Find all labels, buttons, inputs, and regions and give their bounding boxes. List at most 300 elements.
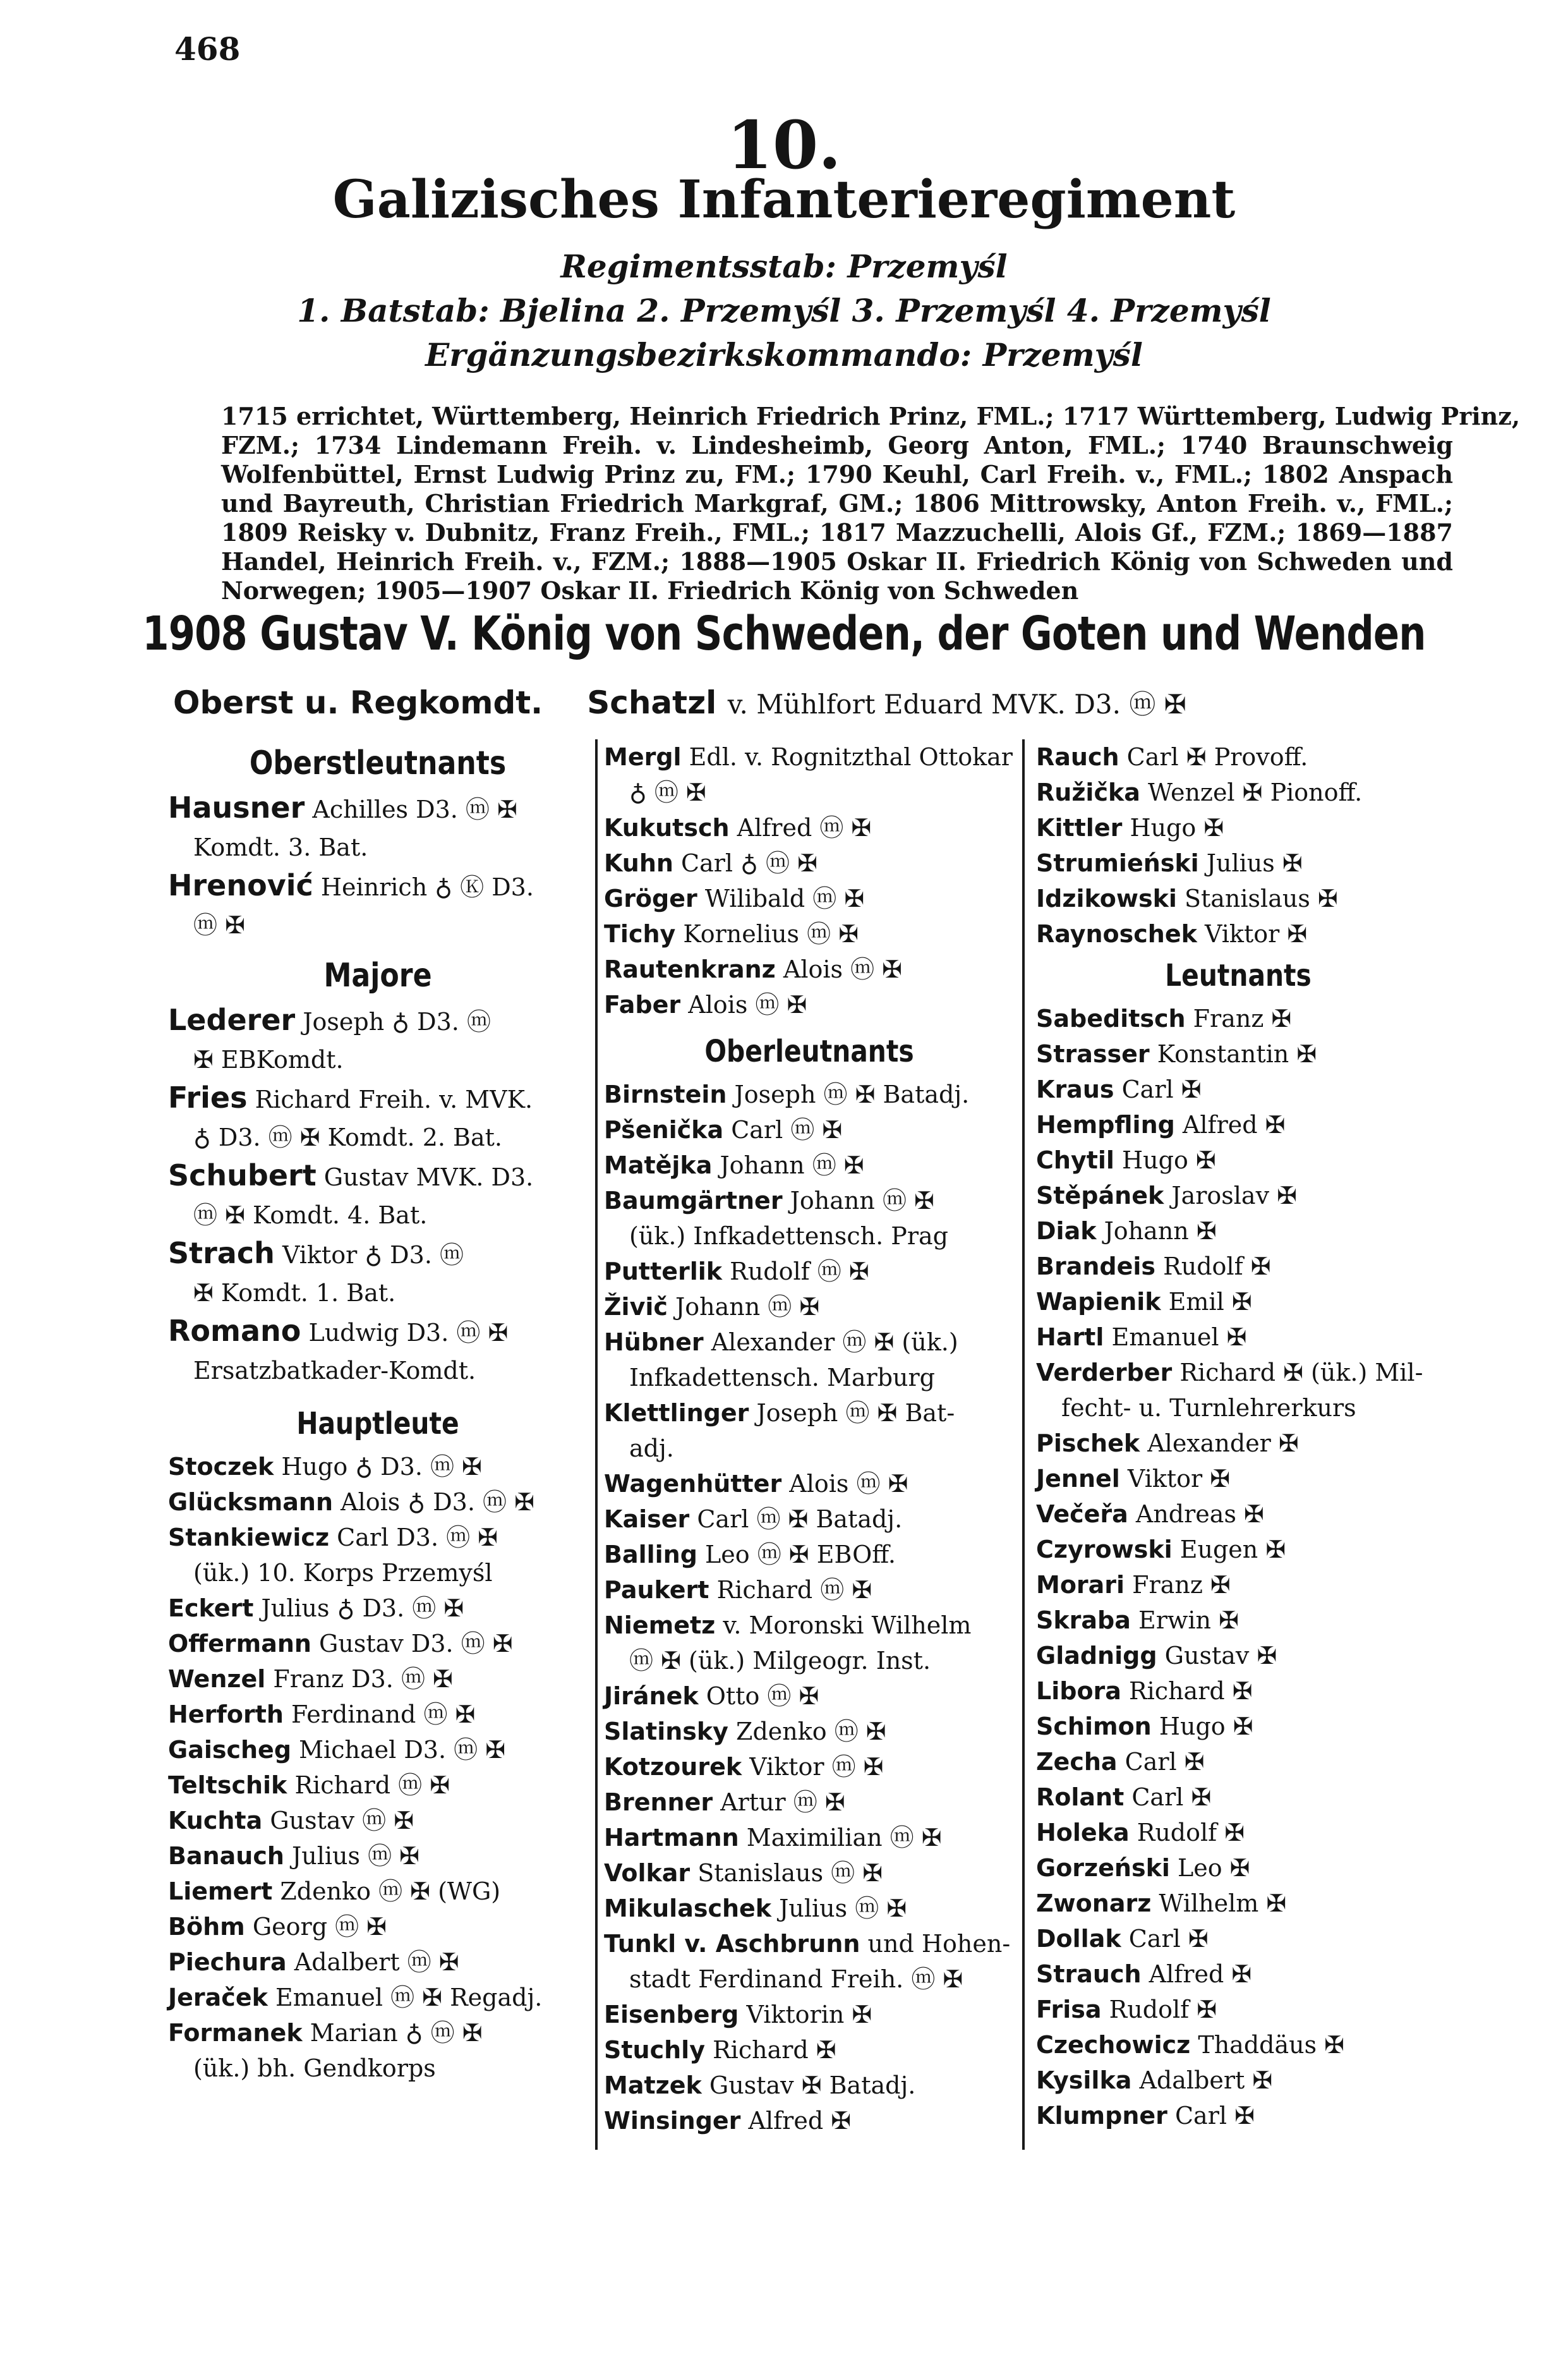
person-details: Konstantin ✠ <box>1157 1040 1317 1068</box>
person-surname: Kraus <box>1036 1076 1114 1103</box>
person-surname: Diak <box>1036 1217 1097 1245</box>
person-details: Carl ♁ ⓜ ✠ <box>681 849 817 877</box>
personnel-entry <box>1036 1603 1440 1638</box>
person-details: Emil ✠ <box>1168 1288 1252 1316</box>
entry-continuation <box>168 1274 588 1312</box>
person-details: Alois ⓜ ✠ <box>783 955 903 983</box>
person-details: Ferdinand ⓜ ✠ <box>291 1700 476 1728</box>
person-details: Carl ⓜ ✠ <box>731 1116 843 1144</box>
personnel-entry <box>604 1501 1015 1537</box>
section-heading-hauptleute: Hauptleute <box>296 1406 459 1441</box>
person-surname: Niemetz <box>604 1611 716 1639</box>
personnel-entry <box>168 1661 588 1697</box>
person-details: Wilhelm ✠ <box>1159 1889 1287 1917</box>
person-details: Heinrich ♁ Ⓚ D3. <box>320 873 534 901</box>
history-line: 1715 errichtet, Württemberg, Heinrich Friedrich Prinz, FML.; 1717 Württemberg, Ludwig Prinz, <box>221 402 1521 430</box>
entry-continuation <box>168 828 588 866</box>
person-surname: Baumgärtner <box>604 1187 783 1215</box>
person-surname: Slatinsky <box>604 1718 728 1745</box>
personnel-entry <box>604 1785 1015 1820</box>
person-surname: Zwonarz <box>1036 1889 1152 1917</box>
person-details: Hugo ♁ D3. ⓜ ✠ <box>281 1453 482 1481</box>
personnel-entry <box>168 866 588 906</box>
person-surname: Lederer <box>168 1003 296 1037</box>
person-details: Johann ✠ <box>1104 1217 1217 1245</box>
personnel-entry <box>1036 2098 1440 2133</box>
person-surname: Eisenberg <box>604 2001 739 2028</box>
person-surname: Strach <box>168 1236 275 1270</box>
entry-continuation <box>604 1643 1015 1678</box>
person-surname: Schubert <box>168 1158 317 1192</box>
person-details: Stanislaus ⓜ ✠ <box>697 1859 883 1887</box>
personnel-entry <box>604 1608 1015 1643</box>
personnel-entry <box>604 952 1015 987</box>
person-surname: Hartl <box>1036 1323 1104 1351</box>
personnel-entry <box>604 1324 1015 1360</box>
person-surname: Czyrowski <box>1036 1536 1173 1563</box>
personnel-entry <box>168 1520 588 1555</box>
person-details: Alois ⓜ ✠ <box>789 1470 908 1498</box>
person-surname: Kysilka <box>1036 2066 1132 2094</box>
personnel-entry <box>1036 1815 1440 1850</box>
person-details: Wenzel ✠ Pionoff. <box>1148 779 1363 806</box>
personnel-entry <box>604 1148 1015 1183</box>
section-heading-oberleutnants: Oberleutnants <box>704 1034 914 1069</box>
person-details: Wilibald ⓜ ✠ <box>704 885 865 912</box>
person-surname: Hempfling <box>1036 1111 1175 1139</box>
person-details: Alfred ✠ <box>1182 1111 1286 1139</box>
personnel-entry <box>1036 1001 1440 1036</box>
history-line: und Bayreuth, Christian Friedrich Markgraf, GM.; 1806 Mittrowsky, Anton Freih. v., FML.; <box>221 489 1453 518</box>
personnel-entry <box>1036 1567 1440 1603</box>
personnel-entry <box>1036 739 1440 775</box>
entry-continuation <box>168 1041 588 1079</box>
person-details: Alexander ⓜ ✠ (ük.) <box>711 1328 958 1356</box>
person-surname: Winsinger <box>604 2107 741 2135</box>
person-surname: Strauch <box>1036 1960 1142 1988</box>
person-surname: Volkar <box>604 1859 691 1887</box>
column-1 <box>168 739 588 2086</box>
personnel-entry <box>168 1234 588 1274</box>
personnel-entry <box>1036 881 1440 916</box>
person-surname: Tichy <box>604 920 676 948</box>
person-surname: Jeraček <box>168 1984 268 2011</box>
person-surname: Putterlik <box>604 1258 723 1285</box>
personnel-entry <box>1036 1673 1440 1709</box>
regiment-name: Galizisches Infanterieregiment <box>332 169 1236 230</box>
person-surname: Holeka <box>1036 1819 1130 1846</box>
personnel-entry <box>168 1980 588 2015</box>
person-details: Gustav ✠ Batadj. <box>709 2071 916 2099</box>
personnel-entry <box>1036 1461 1440 1496</box>
personnel-entry <box>168 1732 588 1767</box>
page-number: 468 <box>174 30 241 68</box>
entry-continuation <box>168 1118 588 1156</box>
person-surname: Matějka <box>604 1151 713 1179</box>
person-details: Stanislaus ✠ <box>1184 885 1338 912</box>
person-surname: Schimon <box>1036 1712 1152 1740</box>
person-details: Julius ⓜ ✠ <box>779 1894 907 1922</box>
personnel-entry <box>1036 1779 1440 1815</box>
person-surname: Živič <box>604 1293 668 1321</box>
entry-continuation-text: ⓜ ✠ (ük.) Milgeogr. Inst. <box>629 1647 931 1675</box>
person-details: Rudolf ✠ <box>1137 1819 1245 1846</box>
personnel-entry <box>604 1749 1015 1785</box>
entry-continuation-text: stadt Ferdinand Freih. ⓜ ✠ <box>629 1965 963 1993</box>
person-surname: Večeřa <box>1036 1500 1128 1528</box>
regiment-number: 10. <box>727 106 841 184</box>
person-details: Carl ✠ <box>1174 2102 1255 2130</box>
personnel-entry <box>1036 1744 1440 1779</box>
person-surname: Strumieński <box>1036 849 1199 877</box>
person-details: Zdenko ⓜ ✠ <box>736 1718 886 1745</box>
person-surname: Teltschik <box>168 1771 287 1799</box>
person-details: Viktor ✠ <box>1127 1465 1231 1493</box>
battalions-line: 1. Batstab: Bjelina 2. Przemyśl 3. Przemyśl 4. Przemyśl <box>297 292 1271 329</box>
history-line: FZM.; 1734 Lindemann Freih. v. Lindesheimb, Georg Anton, FML.; 1740 Braunschweig <box>221 431 1453 459</box>
personnel-entry <box>1036 1709 1440 1744</box>
entry-continuation <box>604 1431 1015 1466</box>
personnel-entry <box>604 1112 1015 1148</box>
entry-continuation-text: Ersatzbatkader-Komdt. <box>193 1357 476 1385</box>
column-3 <box>1036 739 1440 2133</box>
column-2 <box>604 739 1015 2138</box>
personnel-entry <box>604 1183 1015 1218</box>
oberst-line <box>173 684 1186 722</box>
person-details: Viktorin ✠ <box>746 2001 872 2028</box>
person-details: Leo ✠ <box>1178 1854 1250 1882</box>
personnel-entry <box>168 1312 588 1352</box>
personnel-entry <box>1036 1072 1440 1107</box>
personnel-entry <box>604 1466 1015 1501</box>
person-details: Maximilian ⓜ ✠ <box>746 1824 942 1852</box>
personnel-entry <box>1036 775 1440 810</box>
person-details: Richard ⓜ ✠ <box>294 1771 450 1799</box>
person-surname: Banauch <box>168 1842 284 1870</box>
person-details: Franz D3. ⓜ ✠ <box>273 1665 453 1693</box>
personnel-entry <box>1036 2027 1440 2063</box>
person-details: Julius ✠ <box>1206 849 1303 877</box>
person-surname: Kuchta <box>168 1807 263 1834</box>
person-surname: Raynoschek <box>1036 920 1197 948</box>
person-surname: Brenner <box>604 1788 713 1816</box>
person-details: Erwin ✠ <box>1138 1606 1239 1634</box>
entry-continuation-text: ✠ Komdt. 1. Bat. <box>193 1279 396 1307</box>
personnel-entry <box>1036 846 1440 881</box>
person-surname: Pischek <box>1036 1429 1140 1457</box>
person-details: Joseph ⓜ ✠ Bat- <box>756 1399 955 1427</box>
person-surname: Matzek <box>604 2071 702 2099</box>
person-surname: Eckert <box>168 1594 254 1622</box>
personnel-entry <box>604 1820 1015 1855</box>
person-surname: Herforth <box>168 1700 284 1728</box>
entry-continuation <box>168 1196 588 1234</box>
personnel-entry <box>1036 1921 1440 1956</box>
personnel-entry <box>604 881 1015 916</box>
person-details: Richard ✠ <box>1129 1677 1253 1705</box>
person-details: Achilles D3. ⓜ ✠ <box>312 796 517 823</box>
person-surname: Hausner <box>168 791 305 825</box>
person-surname: Romano <box>168 1314 301 1348</box>
personnel-entry <box>1036 1143 1440 1178</box>
person-surname: Sabeditsch <box>1036 1005 1186 1033</box>
person-details: Emanuel ✠ <box>1111 1323 1247 1351</box>
person-details: Richard ⓜ ✠ <box>716 1576 872 1604</box>
person-surname: Zecha <box>1036 1748 1118 1776</box>
person-details: Ludwig D3. ⓜ ✠ <box>308 1319 509 1347</box>
person-details: Marian ♁ ⓜ ✠ <box>310 2019 483 2047</box>
personnel-entry <box>168 1909 588 1944</box>
person-surname: Libora <box>1036 1677 1121 1705</box>
person-surname: Wagenhütter <box>604 1470 782 1498</box>
personnel-entry <box>604 1537 1015 1572</box>
person-details: Zdenko ⓜ ✠ (WG) <box>280 1877 501 1905</box>
entry-continuation-text: Komdt. 3. Bat. <box>193 833 368 861</box>
person-surname: Tunkl v. Aschbrunn <box>604 1930 860 1958</box>
person-details: Joseph ♁ D3. ⓜ <box>303 1008 491 1036</box>
person-details: Hugo ✠ <box>1130 814 1224 842</box>
personnel-entry <box>604 1395 1015 1431</box>
personnel-entry <box>1036 1426 1440 1461</box>
entry-continuation <box>1036 1390 1440 1426</box>
person-surname: Ružička <box>1036 779 1140 806</box>
person-surname: Skraba <box>1036 1606 1131 1634</box>
section-heading-oberstleutnants: Oberstleutnants <box>249 744 507 782</box>
personnel-entry <box>604 916 1015 952</box>
personnel-entry <box>604 1254 1015 1289</box>
person-details: Gustav D3. ⓜ ✠ <box>319 1630 513 1658</box>
person-details: Alois ⓜ ✠ <box>688 991 807 1019</box>
person-details: Johann ⓜ ✠ <box>790 1187 934 1215</box>
person-details: Alexander ✠ <box>1147 1429 1299 1457</box>
personnel-entry <box>168 789 588 828</box>
personnel-entry <box>1036 1886 1440 1921</box>
oberst-title: Oberst u. Regkomdt. <box>173 684 543 721</box>
person-details: Emanuel ⓜ ✠ Regadj. <box>275 1984 543 2011</box>
personnel-entry <box>168 1874 588 1909</box>
history-line: 1809 Reisky v. Dubnitz, Franz Freih., FML.; 1817 Mazzuchelli, Alois Gf., FZM.; 1869—1887 <box>221 518 1453 547</box>
person-surname: Faber <box>604 991 681 1019</box>
personnel-entry <box>1036 1956 1440 1992</box>
entry-continuation-text: ♁ ⓜ ✠ <box>629 779 706 806</box>
person-details: Gustav ⓜ ✠ <box>270 1807 414 1834</box>
personnel-entry <box>1036 1992 1440 2027</box>
personnel-entry <box>604 2068 1015 2103</box>
person-surname: Gladnigg <box>1036 1642 1157 1670</box>
entry-continuation-text: adj. <box>629 1434 674 1462</box>
personnel-entry <box>168 1626 588 1661</box>
history-line: Wolfenbüttel, Ernst Ludwig Prinz zu, FM.; 1790 Keuhl, Carl Freih. v., FML.; 1802 Anspach <box>221 460 1453 488</box>
person-details: Franz ✠ <box>1193 1005 1292 1033</box>
person-details: Rudolf ✠ <box>1163 1252 1271 1280</box>
person-surname: Wapienik <box>1036 1288 1161 1316</box>
person-details: Joseph ⓜ ✠ Batadj. <box>734 1081 970 1108</box>
person-surname: Liemert <box>168 1877 273 1905</box>
personnel-entry <box>1036 1036 1440 1072</box>
personnel-entry <box>604 1077 1015 1112</box>
person-details: Alfred ⓜ ✠ <box>737 814 872 842</box>
person-surname: Kukutsch <box>604 814 730 842</box>
person-surname: Birnstein <box>604 1081 727 1108</box>
person-details: und Hohen- <box>867 1930 1011 1958</box>
person-surname: Hrenović <box>168 868 313 902</box>
column-divider-right <box>1022 739 1025 2150</box>
personnel-entry <box>1036 1319 1440 1355</box>
person-surname: Glücksmann <box>168 1488 334 1516</box>
person-details: Georg ⓜ ✠ <box>252 1913 387 1941</box>
entry-continuation <box>168 1555 588 1591</box>
personnel-entry <box>604 1926 1015 1961</box>
entry-continuation-text: Infkadettensch. Marburg <box>629 1364 935 1391</box>
person-surname: Stuchly <box>604 2036 705 2064</box>
ergaenzung-line: Ergänzungsbezirkskommando: Przemyśl <box>425 336 1143 373</box>
person-details: Eugen ✠ <box>1179 1536 1286 1563</box>
person-details: Alfred ✠ <box>1149 1960 1252 1988</box>
person-details: Carl ✠ <box>1121 1076 1202 1103</box>
personnel-entry <box>1036 1496 1440 1532</box>
person-surname: Kuhn <box>604 849 673 877</box>
personnel-entry <box>604 2103 1015 2138</box>
personnel-entry <box>604 739 1015 775</box>
person-surname: Dollak <box>1036 1925 1121 1953</box>
personnel-entry <box>604 1855 1015 1891</box>
person-details: Jaroslav ✠ <box>1171 1182 1297 1209</box>
person-details: Alfred ✠ <box>748 2107 852 2135</box>
person-surname: Paukert <box>604 1576 709 1604</box>
inhaber-line: 1908 Gustav V. König von Schweden, der Goten und Wenden <box>142 607 1426 661</box>
person-details: Richard ✠ <box>713 2036 836 2064</box>
person-surname: Rauch <box>1036 743 1119 771</box>
personnel-entry <box>168 1838 588 1874</box>
entry-continuation-text: ♁ D3. ⓜ ✠ Komdt. 2. Bat. <box>193 1124 502 1151</box>
entry-continuation <box>604 1218 1015 1254</box>
person-surname: Hübner <box>604 1328 704 1356</box>
personnel-entry <box>168 2015 588 2051</box>
person-surname: Stankiewicz <box>168 1524 330 1551</box>
section-heading-majore: Majore <box>323 957 432 995</box>
personnel-entry <box>1036 1178 1440 1213</box>
person-surname: Pšenička <box>604 1116 724 1144</box>
person-surname: Idzikowski <box>1036 885 1177 912</box>
person-details: Kornelius ⓜ ✠ <box>683 920 859 948</box>
personnel-entry <box>1036 916 1440 952</box>
person-surname: Rolant <box>1036 1783 1125 1811</box>
person-details: Alois ♁ D3. ⓜ ✠ <box>341 1488 534 1516</box>
person-surname: Offermann <box>168 1630 311 1658</box>
personnel-entry <box>604 2032 1015 2068</box>
personnel-entry <box>1036 1107 1440 1143</box>
person-surname: Böhm <box>168 1913 245 1941</box>
personnel-entry <box>168 1944 588 1980</box>
entry-continuation-text: ✠ EBKomdt. <box>193 1046 344 1074</box>
entry-continuation <box>604 1961 1015 1997</box>
personnel-entry <box>1036 1355 1440 1390</box>
person-details: Carl ✠ <box>1131 1783 1212 1811</box>
person-surname: Verderber <box>1036 1359 1173 1386</box>
personnel-entry <box>168 1803 588 1838</box>
person-details: Richard ✠ (ük.) Mil- <box>1179 1359 1423 1386</box>
personnel-entry <box>1036 1249 1440 1284</box>
person-details: Leo ⓜ ✠ EBOff. <box>705 1541 896 1568</box>
person-surname: Stoczek <box>168 1453 274 1481</box>
personnel-entry <box>168 1079 588 1118</box>
entry-continuation-text: ⓜ ✠ Komdt. 4. Bat. <box>193 1201 428 1229</box>
person-surname: Kaiser <box>604 1505 690 1533</box>
person-surname: Czechowicz <box>1036 2031 1191 2059</box>
personnel-entry <box>168 1484 588 1520</box>
personnel-entry <box>168 1449 588 1484</box>
person-surname: Strasser <box>1036 1040 1150 1068</box>
section-heading-leutnants: Leutnants <box>1165 958 1312 993</box>
person-details: Edl. v. Rognitzthal Ottokar <box>689 743 1013 771</box>
entry-continuation <box>604 775 1015 810</box>
person-details: Artur ⓜ ✠ <box>720 1788 845 1816</box>
person-details: v. Moronski Wilhelm <box>723 1611 972 1639</box>
personnel-entry <box>1036 1850 1440 1886</box>
person-surname: Jiránek <box>604 1682 699 1710</box>
personnel-entry <box>604 1678 1015 1714</box>
person-details: Johann ⓜ ✠ <box>675 1293 820 1321</box>
personnel-entry <box>168 1767 588 1803</box>
person-surname: Klettlinger <box>604 1399 749 1427</box>
personnel-entry <box>604 1714 1015 1749</box>
person-details: Carl ✠ <box>1125 1748 1205 1776</box>
entry-continuation <box>168 2051 588 2086</box>
person-details: Carl ⓜ ✠ Batadj. <box>697 1505 903 1533</box>
person-surname: Fries <box>168 1081 248 1115</box>
person-surname: Gröger <box>604 885 697 912</box>
entry-continuation-text: (ük.) 10. Korps Przemyśl <box>193 1559 493 1587</box>
person-surname: Kittler <box>1036 814 1123 842</box>
person-details: Rudolf ⓜ ✠ <box>730 1258 869 1285</box>
person-surname: Rautenkranz <box>604 955 776 983</box>
oberst-details: v. Mühlfort Eduard MVK. D3. ⓜ ✠ <box>727 689 1186 720</box>
entry-continuation-text: (ük.) Infkadettensch. Prag <box>629 1222 948 1250</box>
person-details: Carl ✠ <box>1128 1925 1209 1953</box>
person-details: Adalbert ✠ <box>1139 2066 1273 2094</box>
entry-continuation <box>168 906 588 944</box>
regiment-history <box>221 402 1521 605</box>
entry-continuation-text: (ük.) bh. Gendkorps <box>193 2054 436 2082</box>
entry-continuation <box>604 1360 1015 1395</box>
personnel-entry <box>1036 1213 1440 1249</box>
person-details: Otto ⓜ ✠ <box>706 1682 819 1710</box>
person-details: Viktor ♁ D3. ⓜ <box>282 1241 464 1269</box>
person-details: Hugo ✠ <box>1122 1146 1216 1174</box>
personnel-entry <box>1036 1532 1440 1567</box>
person-details: Viktor ✠ <box>1205 920 1308 948</box>
entry-continuation <box>168 1352 588 1390</box>
personnel-entry <box>168 1697 588 1732</box>
column-divider-left <box>595 739 598 2150</box>
person-details: Johann ⓜ ✠ <box>720 1151 864 1179</box>
person-surname: Mikulaschek <box>604 1894 772 1922</box>
personnel-entry <box>604 1572 1015 1608</box>
person-surname: Hartmann <box>604 1824 739 1852</box>
person-details: Rudolf ✠ <box>1109 1996 1217 2023</box>
person-details: Gustav ✠ <box>1164 1642 1277 1670</box>
person-surname: Brandeis <box>1036 1252 1156 1280</box>
person-surname: Balling <box>604 1541 697 1568</box>
person-details: Richard Freih. v. MVK. <box>255 1086 533 1113</box>
oberst-name: Schatzl <box>587 684 717 721</box>
personnel-entry <box>604 1997 1015 2032</box>
staff-line: Regimentsstab: Przemyśl <box>560 248 1008 285</box>
person-surname: Gorzeński <box>1036 1854 1170 1882</box>
person-surname: Piechura <box>168 1948 287 1976</box>
person-surname: Klumpner <box>1036 2102 1167 2130</box>
person-surname: Stěpánek <box>1036 1182 1164 1209</box>
